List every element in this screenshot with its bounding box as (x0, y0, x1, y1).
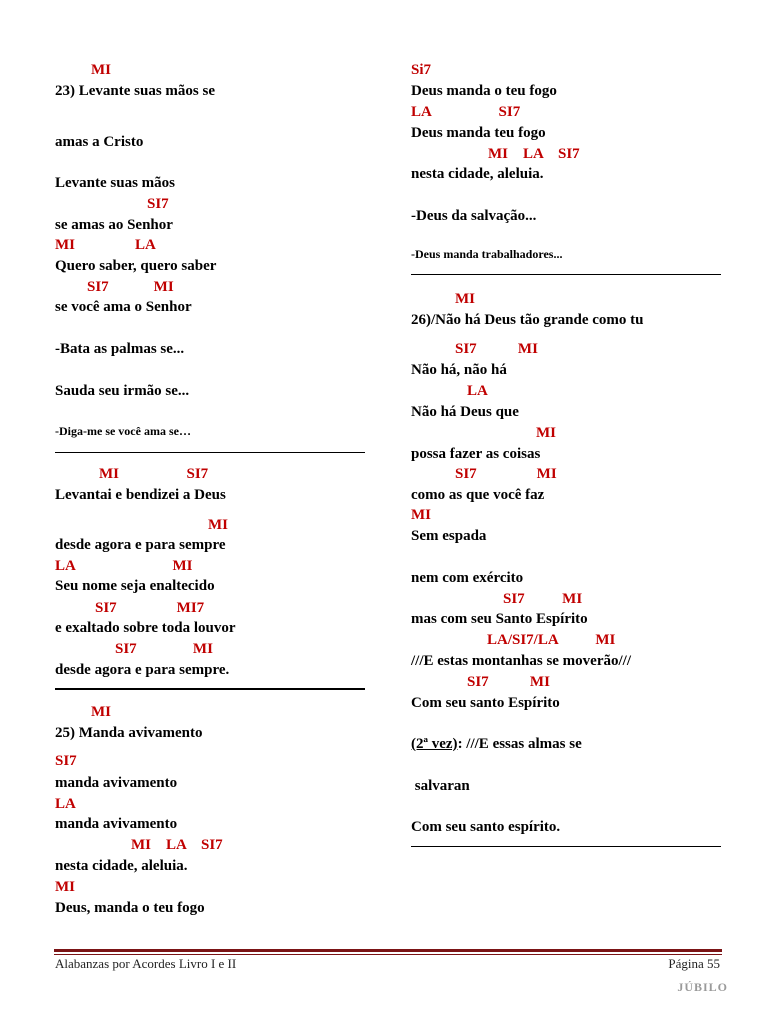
footer-book-title: Alabanzas por Acordes Livro I e II (55, 956, 237, 971)
song-separator (411, 846, 721, 847)
lyric-line: Sem espada (411, 528, 487, 544)
chord-line: SI7 MI7 (95, 600, 205, 616)
chord-line: MI SI7 (99, 466, 209, 482)
chord-line: LA/SI7/LA MI (487, 632, 616, 648)
lyric-line: Com seu santo Espírito (411, 695, 560, 711)
lyric-line: desde agora e para sempre. (55, 662, 230, 678)
jubilo-stamp: JÚBILO (677, 980, 728, 994)
lyric-line: Deus manda o teu fogo (411, 83, 557, 99)
chord-line: SI7 MI (503, 591, 583, 607)
lyric-line: 26)/Não há Deus tão grande como tu (411, 312, 644, 328)
lyric-line: amas a Cristo (55, 134, 144, 150)
lyric-line: 25) Manda avivamento (55, 725, 203, 741)
chord-line: LA SI7 (411, 104, 521, 120)
repeat-marker: (2ª vez) (411, 736, 458, 752)
chord-line: Si7 (411, 62, 432, 78)
chord-line: SI7 MI (455, 341, 538, 357)
song-separator (55, 688, 365, 690)
lyric-line: Quero saber, quero saber (55, 258, 217, 274)
lyric-line: manda avivamento (55, 816, 178, 832)
chord-line: MI LA (55, 237, 156, 253)
lyric-note: -Diga-me se você ama se… (55, 424, 191, 438)
chord-line: MI (208, 517, 228, 533)
chord-line: MI (91, 704, 111, 720)
lyric-line: nem com exército (411, 570, 524, 586)
lyric-line: e exaltado sobre toda louvor (55, 620, 236, 636)
lyric-line: Com seu santo espírito. (411, 819, 561, 835)
lyric-line: desde agora e para sempre (55, 537, 226, 553)
lyric-line: Seu nome seja enaltecido (55, 578, 215, 594)
lyric-line: Levante suas mãos (55, 175, 176, 191)
lyric-note: -Deus manda trabalhadores... (411, 247, 563, 261)
chord-line: SI7 MI (87, 279, 174, 295)
lyric-line: Levantai e bendizei a Deus (55, 487, 226, 503)
lyric-line: possa fazer as coisas (411, 446, 541, 462)
chord-line: SI7 MI (115, 641, 213, 657)
song-separator (411, 274, 721, 275)
chord-line: MI (55, 879, 75, 895)
footer-rule (54, 949, 722, 952)
chord-line: MI (455, 291, 475, 307)
chord-line: SI7 MI (455, 466, 557, 482)
chord-line: LA MI (55, 558, 193, 574)
lyric-line: Deus, manda o teu fogo (55, 900, 205, 916)
chord-line: MI (536, 425, 556, 441)
footer-rule-thin (54, 954, 722, 955)
lyric-line: salvaran (411, 778, 470, 794)
lyric-line: mas com seu Santo Espírito (411, 611, 588, 627)
lyric-line: manda avivamento (55, 775, 178, 791)
lyric-line: como as que você faz (411, 487, 545, 503)
lyric-line: Deus manda teu fogo (411, 125, 546, 141)
footer-page-number: Página 55 (668, 956, 720, 971)
lyric-line: se amas ao Senhor (55, 217, 173, 233)
chord-line: SI7 MI (467, 674, 550, 690)
song-separator (55, 452, 365, 453)
lyric-line: nesta cidade, aleluia. (55, 858, 188, 874)
lyric-text: : ///E essas almas se (457, 736, 582, 752)
chord-line: LA (55, 796, 76, 812)
chord-line: SI7 (55, 753, 77, 769)
lyric-line: ///E estas montanhas se moverão/// (411, 653, 631, 669)
lyric-line: nesta cidade, aleluia. (411, 166, 544, 182)
lyric-line: Não há Deus que (411, 404, 519, 420)
lyric-line: -Deus da salvação... (411, 208, 537, 224)
lyric-line: Não há, não há (411, 362, 507, 378)
chord-line: MI (91, 62, 111, 78)
lyric-line (411, 735, 582, 753)
lyric-line: se você ama o Senhor (55, 299, 192, 315)
chord-line: LA (467, 383, 488, 399)
lyric-line: 23) Levante suas mãos se (55, 83, 215, 99)
chord-line: MI (411, 507, 431, 523)
chord-line: MI LA SI7 (131, 837, 223, 853)
lyric-line: -Bata as palmas se... (55, 341, 185, 357)
chord-line: MI LA SI7 (488, 146, 580, 162)
lyric-line: Sauda seu irmão se... (55, 383, 190, 399)
chord-line: SI7 (147, 196, 169, 212)
